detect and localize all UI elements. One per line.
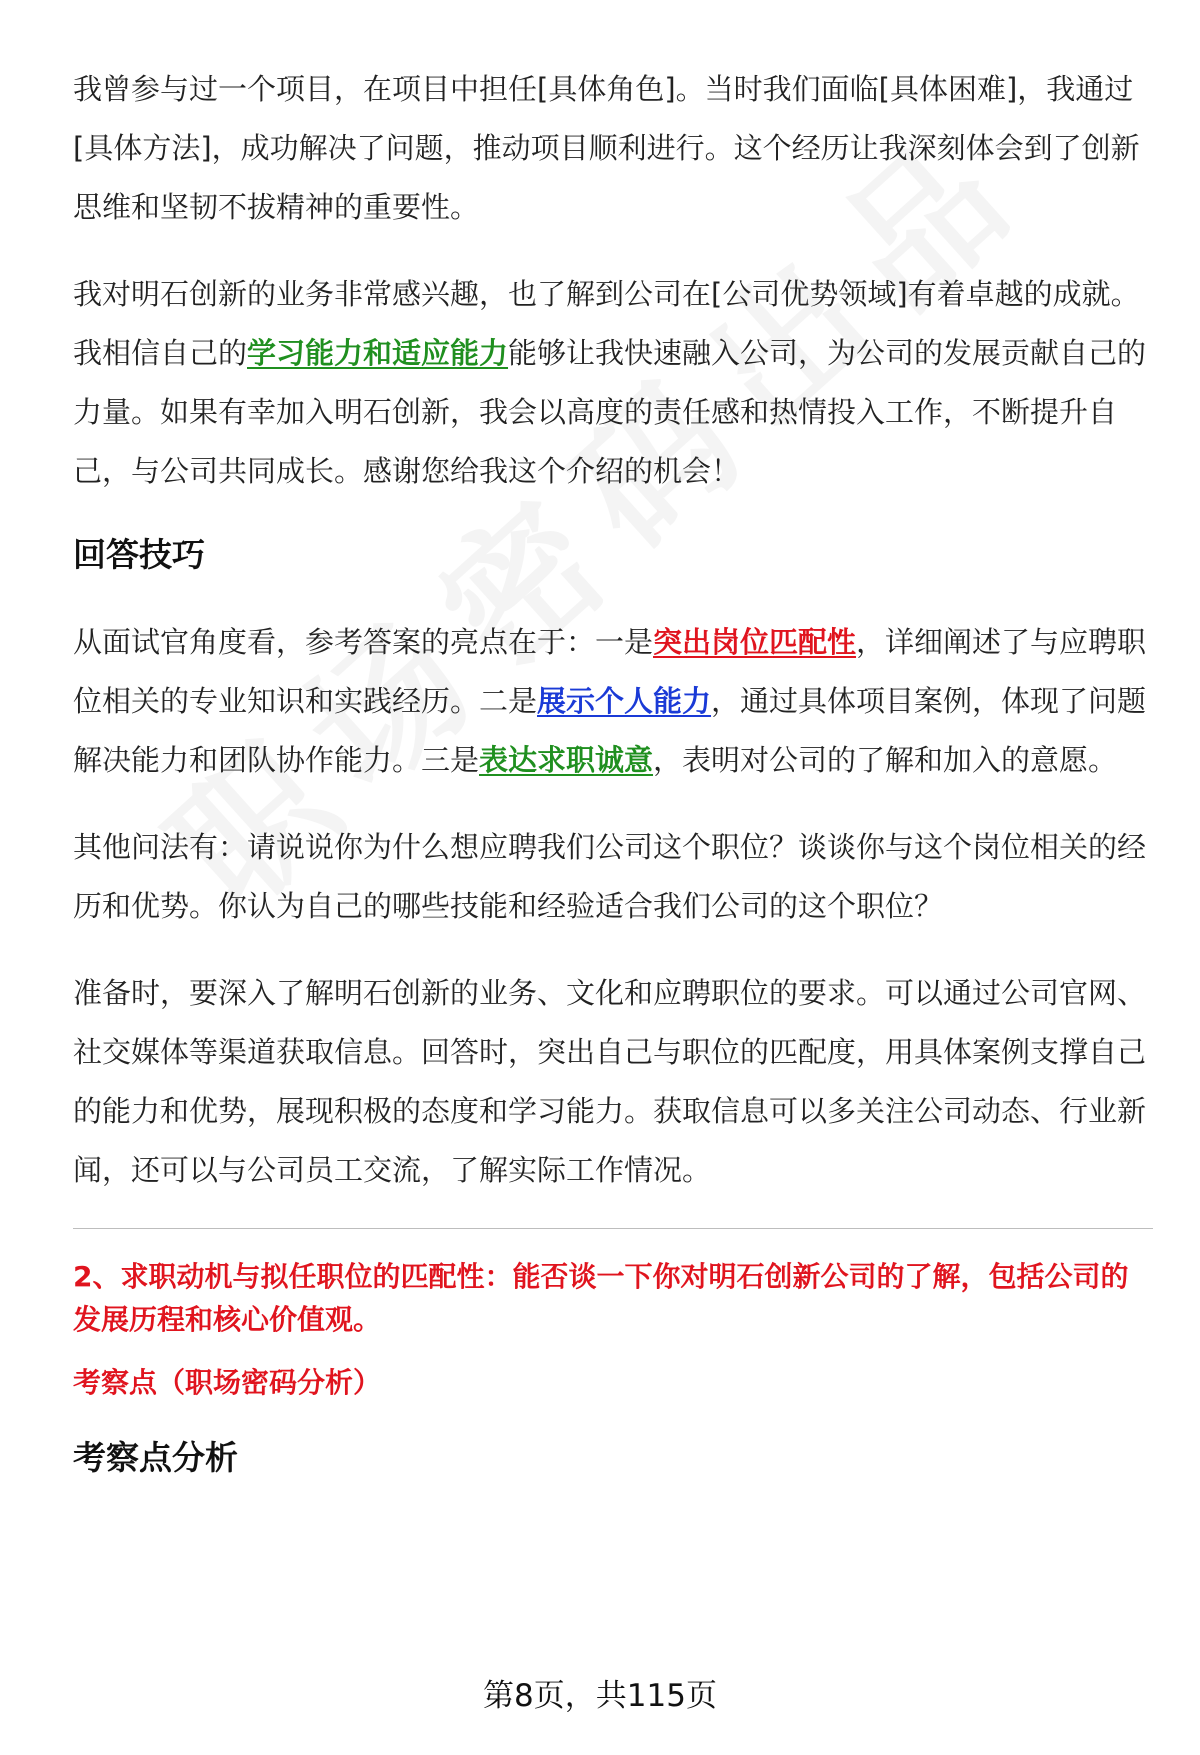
text-run: 能够让我快速融入公司，为公司的发展贡献自己的力量。如果有幸加入明石创新，我会以高度的责任感和热情投入工作，不断提升自己，与公司共同成长。感谢您给我这个介绍的机会！ [73, 336, 1147, 488]
paragraph-project-experience: 我曾参与过一个项目，在项目中担任[具体角色]。当时我们面临[具体困难]，我通过[具体方法]，成功解决了问题，推动项目顺利进行。这个经历让我深刻体会到了创新思维和坚韧不拔精神的重要性。 [73, 72, 1140, 224]
text-run: 我对明石创新的业务非常感兴趣，也了解到公司在[公司优势领域]有着卓越的成就。我相信自己的 [73, 277, 1140, 370]
section-heading-analysis: 考察点分析 [73, 1438, 238, 1477]
text-run: ，详细阐述了与应聘职位相关的专业知识和实践经历。二是 [73, 625, 1147, 718]
highlight-job-match: 突出岗位匹配性 [653, 625, 857, 659]
paragraph-other-questions: 其他问法有：请说说你为什么想应聘我们公司这个职位？谈谈你与这个岗位相关的经历和优势。你认为自己的哪些技能和经验适合我们公司的这个职位？ [73, 830, 1147, 923]
paragraph-preparation: 准备时，要深入了解明石创新的业务、文化和应聘职位的要求。可以通过公司官网、社交媒体等渠道获取信息。回答时，突出自己与职位的匹配度，用具体案例支撑自己的能力和优势，展现积极的态度和学习能力。获取信息可以多关注公司动态、行业新闻，还可以与公司员工交流，了解实际工作情况。 [73, 976, 1147, 1187]
highlight-personal-ability: 展示个人能力 [537, 684, 712, 718]
question-2-subtitle: 考察点（职场密码分析） [73, 1366, 382, 1399]
section-divider [73, 1228, 1153, 1229]
text-run: ，通过具体项目案例，体现了问题解决能力和团队协作能力。三是 [73, 684, 1147, 777]
highlight-learning-ability: 学习能力和适应能力 [247, 336, 509, 370]
paragraph-highlights [73, 613, 1153, 790]
page-content [73, 60, 1153, 1516]
text-run: 从面试官角度看，参考答案的亮点在于：一是 [73, 625, 654, 659]
highlight-sincerity: 表达求职诚意 [479, 743, 654, 777]
section-heading-tips: 回答技巧 [73, 535, 205, 574]
text-run: ，表明对公司的了解和加入的意愿。 [653, 743, 1118, 777]
paragraph-company-interest [73, 265, 1153, 501]
question-2-title: 2、求职动机与拟任职位的匹配性：能否谈一下你对明石创新公司的了解，包括公司的发展历程和核心价值观。 [73, 1260, 1129, 1336]
page-number-footer: 第8页，共115页 [483, 1678, 717, 1714]
